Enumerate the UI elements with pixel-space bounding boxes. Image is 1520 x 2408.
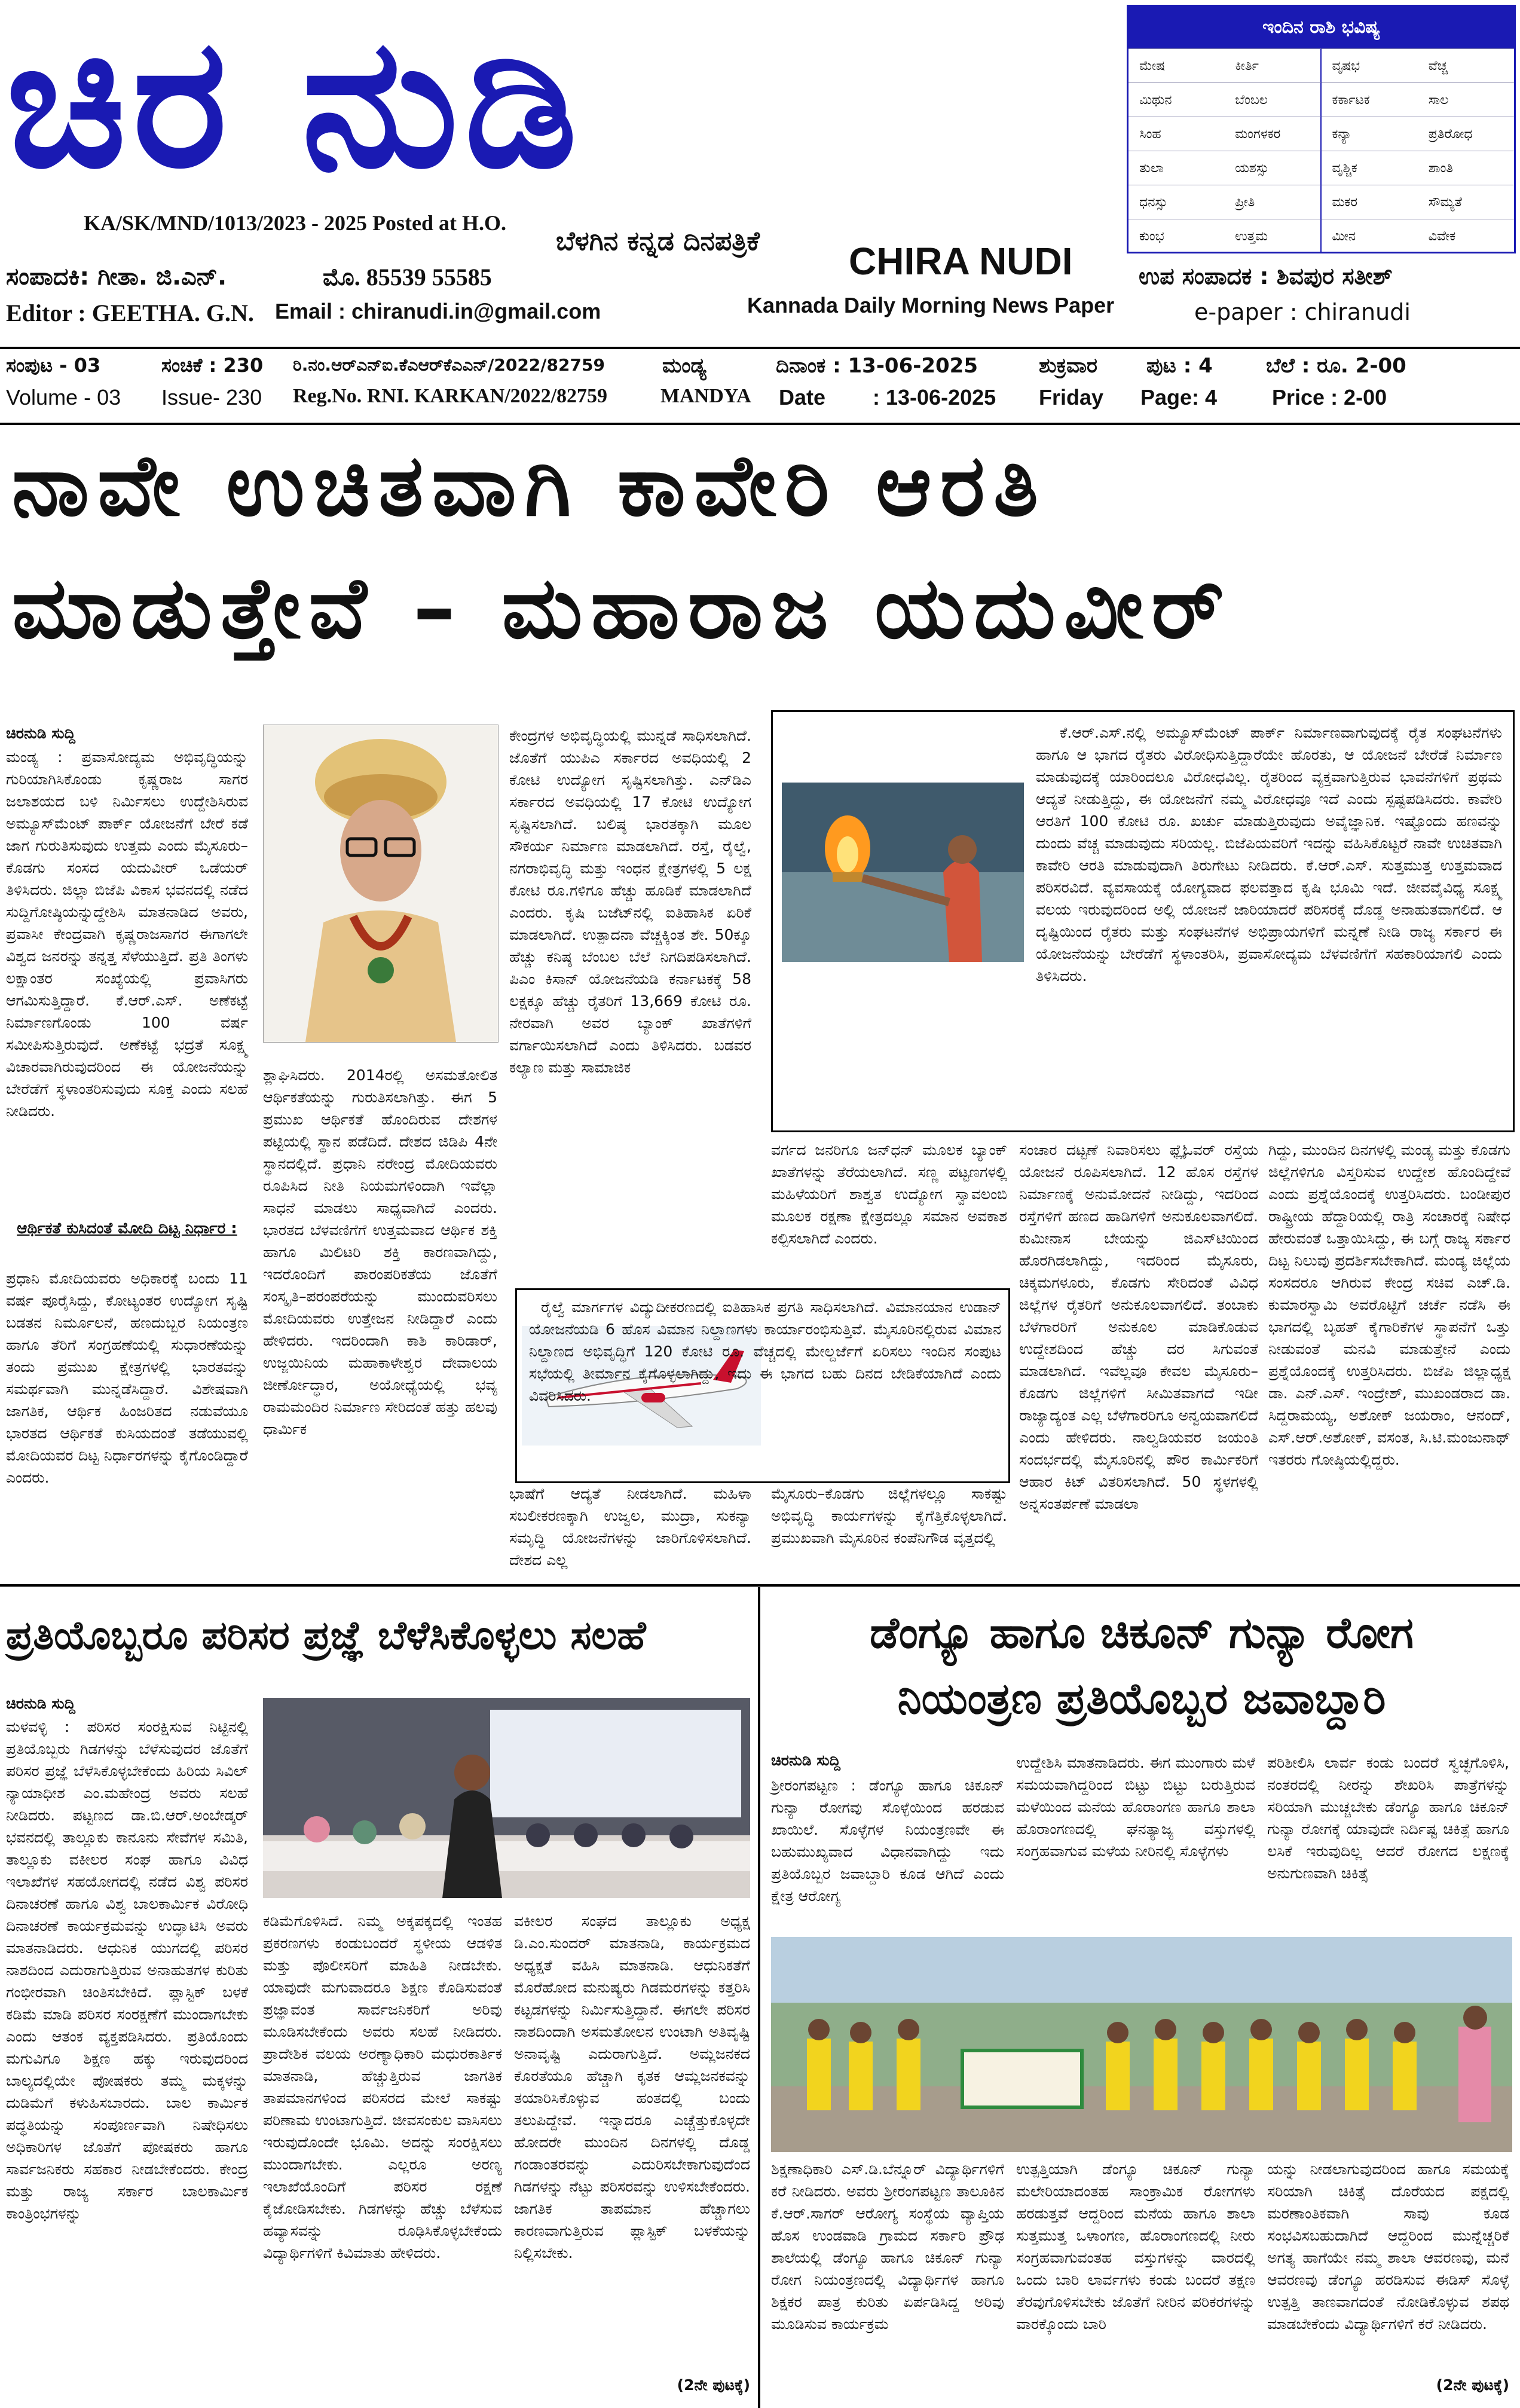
story2-byline: ಚಿರನುಡಿ ಸುದ್ದಿ: [6, 1695, 75, 1712]
epaper: e-paper : chiranudi: [1194, 299, 1411, 325]
vertical-divider: [758, 1587, 760, 2408]
page-en: Page: 4: [1140, 385, 1218, 410]
lead-col5: ಸಂಚಾರ ದಟ್ಟಣೆ ನಿವಾರಿಸಲು ಫ್ಲೈಓವರ್ ರಸ್ತೆಯ ಯೋಜನೆ ರೂಪಿಸಲಾಗಿದೆ. 12 ಹೊಸ ರಸ್ತೆಗಳ ನಿರ್ಮಾಣಕ್ಕೆ ಅನುಮೋದನೆ ನೀಡಿದ್ದು, ಇದರಿಂದ ರಸ್ತೆಗಳಿಗೆ ಹಣದ ಹಾಡಿಗಳಿಗೆ ಅನುಕೂಲವಾಗಲಿದೆ. ಕುಮೀನಾಸ ಬೇಯನ್ನು ಜಿಎಸ್‌ಟಿಯಿಂದ ಹೊರಗಿಡಲಾಗಿದ್ದು, ಇದರಿಂದ ಮೈಸೂರು, ಚಿಕ್ಕಮಗಳೂರು, ಕೊಡಗು ಸೇರಿದಂತೆ ವಿವಿಧ ಜಿಲ್ಲೆಗಳ ರೈತರಿಗೆ ಅನುಕೂಲವಾಗಲಿದೆ. ತಂಬಾಕು ಬೆಳೆಗಾರರಿಗೆ ಅನುಕೂಲ ಮಾಡಿಕೊಡುವ ಉದ್ದೇಶದಿಂದ ಹೆಚ್ಚು ದರ ಸಿಗುವಂತೆ ಮಾಡಲಾಗಿದೆ. ಇವೆಲ್ಲವೂ ಕೇವಲ ಮೈಸೂರು–ಕೊಡಗು ಜಿಲ್ಲೆಗಳಿಗೆ ಸೀಮಿತವಾಗದೆ ಇಡೀ ರಾಜ್ಯಾದ್ಯಂತ ಎಲ್ಲ ಬೆಳೆಗಾರರಿಗೂ ಅನ್ವಯವಾಗಲಿದೆ ಎಂದು ಹೇಳಿದರು. ನಾಲ್ವಡಿಯವರ ಜಯಂತಿ ಸಂದರ್ಭದಲ್ಲಿ ಮೈಸೂರಿನಲ್ಲಿ ಪೌರ ಕಾರ್ಮಿಕರಿಗೆ ಆಹಾರ ಕಿಟ್ ವಿತರಿಸಲಾಗಿದೆ. 50 ಸ್ಥಳಗಳಲ್ಲಿ ಅನ್ನಸಂತರ್ಪಣೆ ಮಾಡಲಾ: [1019, 1141, 1258, 1512]
horoscope-grid: [1128, 48, 1514, 253]
airport-box-text: ರೈಲ್ವೆ ಮಾರ್ಗಗಳ ವಿದ್ಯುದೀಕರಣದಲ್ಲಿ ಐತಿಹಾಸಿಕ ಪ್ರಗತಿ ಸಾಧಿಸಲಾಗಿದೆ. ವಿಮಾನಯಾನ ಉಡಾನ್ ಯೋಜನೆಯಡಿ 6 ಹೊಸ ವಿಮಾನ ನಿಲ್ದಾಣಗಳು ಕಾರ್ಯಾರಂಭಿಸುತ್ತಿವೆ. ಮೈಸೂರಿನಲ್ಲಿರುವ ವಿಮಾನ ನಿಲ್ದಾಣದ ಅಭಿವೃದ್ಧಿಗೆ 120 ಕೋಟಿ ರೂ. ವೆಚ್ಚದಲ್ಲಿ ಮೇಲ್ದರ್ಜೆಗೆ ಏರಿಸಲು ಇಂದಿನ ಸಂಪುಟ ಸಭೆಯಲ್ಲಿ ತೀರ್ಮಾನ ಕೈಗೊಳ್ಳಲಾಗಿದ್ದು, ಇದು ಈ ಭಾಗದ ಬಹು ದಿನದ ಬೇಡಿಕೆಯಾಗಿದೆ ಎಂದು ವಿವರಿಸಿದರು.: [529, 1298, 1001, 1404]
reg-en: Reg.No. RNI. KARKAN/2022/82759: [293, 385, 608, 407]
brand-name: CHIRA NUDI: [849, 240, 1073, 283]
price-en: Price : 2-00: [1272, 385, 1387, 410]
section-divider: [0, 1584, 1520, 1587]
masthead-logo: ಚಿರ ನುಡಿ: [6, 0, 583, 207]
page-kn: ಪುಟ : 4: [1146, 354, 1213, 378]
lead-col1: ಮಂಡ್ಯ : ಪ್ರವಾಸೋದ್ಯಮ ಅಭಿವೃದ್ಧಿಯನ್ನು ಗುರಿಯಾಗಿಸಿಕೊಂಡು ಕೃಷ್ಣರಾಜ ಸಾಗರ ಜಲಾಶಯದ ಬಳಿ ನಿರ್ಮಿಸಲು ಉದ್ದೇಶಿಸಿರುವ ಅಮ್ಯೂಸ್‌ಮೆಂಟ್ ಪಾರ್ಕ್ ಯೋಜನೆಗೆ ಬೇರೆ ಕಡೆ ಜಾಗ ಗುರುತಿಸುವುದು ಉತ್ತಮ ಎಂದು ಮೈಸೂರು–ಕೊಡಗು ಸಂಸದ ಯದುವೀರ್ ಒಡೆಯರ್ ತಿಳಿಸಿದರು. ಜಿಲ್ಲಾ ಬಿಜೆಪಿ ವಿಕಾಸ ಭವನದಲ್ಲಿ ನಡೆದ ಸುದ್ದಿಗೋಷ್ಠಿಯನ್ನುದ್ದೇಶಿಸಿ ಮಾತನಾಡಿದ ಅವರು, ಪ್ರವಾಸೀ ಕೇಂದ್ರವಾಗಿ ಕೃಷ್ಣರಾಜಸಾಗರ ಈಗಾಗಲೇ ವಿಶ್ವದ ಜನರನ್ನು ತನ್ನತ್ತ ಸೆಳೆಯುತ್ತಿದೆ. ಪ್ರತಿ ತಿಂಗಳು ಲಕ್ಷಾಂತರ ಸಂಖ್ಯೆಯಲ್ಲಿ ಪ್ರವಾಸಿಗರು ಆಗಮಿಸುತ್ತಿದ್ದಾರೆ. ಕೆ.ಆರ್.ಎಸ್. ಅಣೆಕಟ್ಟೆ ನಿರ್ಮಾಣಗೊಂಡು 100 ವರ್ಷ ಸಮೀಪಿಸುತ್ತಿರುವುದೆ. ಅಣೆಕಟ್ಟೆ ಭದ್ರತೆ ಸೂಕ್ಷ್ಮ ವಿಚಾರವಾಗಿರುವುದರಿಂದ ಈ ಯೋಜನೆಯನ್ನು ಬೇರೆಡೆಗೆ ಸ್ಥಳಾಂತರಿಸುವುದು ಸೂಕ್ತ ಎಂದು ಸಲಹೆ ನೀಡಿದರು.: [6, 748, 248, 1120]
lead-col1b: ಪ್ರಧಾನಿ ಮೋದಿಯವರು ಅಧಿಕಾರಕ್ಕೆ ಬಂದು 11 ವರ್ಷ ಪೂರೈಸಿದ್ದು, ಕೋಟ್ಯಂತರ ಉದ್ಯೋಗ ಸೃಷ್ಟಿ ಬಡತನ ನಿರ್ಮೂಲನೆ, ಹಣದುಬ್ಬರ ನಿಯಂತ್ರಣ ಹಾಗೂ ತೆರಿಗೆ ಸಂಗ್ರಹಣೆಯಲ್ಲಿ ಸುಧಾರಣೆಯನ್ನು ತಂದು ಪ್ರಮುಖ ಕ್ಷೇತ್ರಗಳಲ್ಲಿ ಭಾರತವನ್ನು ಸಮರ್ಥವಾಗಿ ಮುನ್ನಡೆಸಿದ್ದಾರೆ. ವಿಶೇಷವಾಗಿ ಜಾಗತಿಕ, ಆರ್ಥಿಕ ಹಿಂಜರಿತದ ನಡುವೆಯೂ ಭಾರತದ ಆರ್ಥಿಕತೆ ಕುಸಿಯದಂತೆ ತಡೆಯುವಲ್ಲಿ ಮೋದಿಯವರ ದಿಟ್ಟ ನಿರ್ಧಾರಗಳನ್ನು ಕೈಗೊಂಡಿದ್ದಾರೆ ಎಂದರು.: [6, 1270, 248, 1486]
price-kn: ಬೆಲೆ : ರೂ. 2-00: [1266, 354, 1406, 378]
lead-col6: ಗಿದ್ದು, ಮುಂದಿನ ದಿನಗಳಲ್ಲಿ ಮಂಡ್ಯ ಮತ್ತು ಕೊಡಗು ಜಿಲ್ಲೆಗಳಿಗೂ ವಿಸ್ತರಿಸುವ ಉದ್ದೇಶ ಹೊಂದಿದ್ದೇವೆ ಎಂದು ಪ್ರಶ್ನೆಯೊಂದಕ್ಕೆ ಉತ್ತರಿಸಿದರು. ಬಂಡೀಪುರ ರಾಷ್ಟ್ರೀಯ ಹೆದ್ದಾರಿಯಲ್ಲಿ ರಾತ್ರಿ ಸಂಚಾರಕ್ಕೆ ನಿಷೇಧ ಹೇರುವಂತೆ ಒತ್ತಾಯಿಸಿದ್ದು, ಈ ಬಗ್ಗೆ ರಾಜ್ಯ ಸರ್ಕಾರ ದಿಟ್ಟ ನಿಲುವು ಪ್ರದರ್ಶಿಸಬೇಕಾಗಿದೆ. ಮಂಡ್ಯ ಜಿಲ್ಲೆಯ ಸಂಸದರೂ ಆಗಿರುವ ಕೇಂದ್ರ ಸಚಿವ ಎಚ್.ಡಿ. ಕುಮಾರಸ್ವಾಮಿ ಅವರೊಟ್ಟಿಗೆ ಚರ್ಚೆ ನಡೆಸಿ ಈ ಭಾಗದಲ್ಲಿ ಬೃಹತ್ ಕೈಗಾರಿಕೆಗಳ ಸ್ಥಾಪನೆಗೆ ಒತ್ತು ನೀಡುವಂತೆ ಮನವಿ ಮಾಡುತ್ತೇನೆ ಎಂದು ಪ್ರಶ್ನೆಯೊಂದಕ್ಕೆ ಉತ್ತರಿಸಿದರು. ಬಿಜೆಪಿ ಜಿಲ್ಲಾಧ್ಯಕ್ಷ ಡಾ. ಎನ್.ಎಸ್. ಇಂದ್ರೇಶ್, ಮುಖಂಡರಾದ ಡಾ. ಸಿದ್ದರಾಮಯ್ಯ, ಅಶೋಕ್ ಜಯರಾಂ, ಆನಂದ್, ಎಸ್.ಆರ್.ಅಶೋಕ್, ವಸಂತ, ಸಿ.ಟಿ.ಮಂಜುನಾಥ್ ಇತರರು ಗೋಷ್ಠಿಯಲ್ಲಿದ್ದರು.: [1268, 1141, 1510, 1468]
horoscope-cell: ಮೀನ ವಿವೇಕ: [1322, 219, 1515, 253]
volume-en: Volume - 03: [6, 385, 121, 410]
event-photo: [263, 1698, 750, 1898]
lead-col2: ಶ್ಲಾಘಿಸಿದರು. 2014ರಲ್ಲಿ ಅಸಮತೋಲಿತ ಆರ್ಥಿಕತೆಯನ್ನು ಗುರುತಿಸಲಾಗಿತ್ತು. ಈಗ 5 ಪ್ರಮುಖ ಆರ್ಥಿಕತೆ ಹೊಂದಿರುವ ದೇಶಗಳ ಪಟ್ಟಿಯಲ್ಲಿ ಸ್ಥಾನ ಪಡೆದಿದೆ. ದೇಶದ ಜಿಡಿಪಿ 4ನೇ ಸ್ಥಾನದಲ್ಲಿದೆ. ಪ್ರಧಾನಿ ನರೇಂದ್ರ ಮೋದಿಯವರು ರೂಪಿಸಿದ ನೀತಿ ನಿಯಮಗಳಿಂದಾಗಿ ಇವೆಲ್ಲಾ ಸಾಧನೆ ಮಾಡಲು ಸಾಧ್ಯವಾಗಿದೆ ಎಂದರು. ಭಾರತದ ಬೆಳವಣಿಗೆಗೆ ಉತ್ತಮವಾದ ಆರ್ಥಿಕ ಶಕ್ತಿ ಹಾಗೂ ಮಿಲಿಟರಿ ಶಕ್ತಿ ಕಾರಣವಾಗಿದ್ದು, ಇದರೊಂದಿಗೆ ಪಾರಂಪರಿಕತೆಯ ಜೊತೆಗೆ ಸಂಸ್ಕೃತಿ–ಪರಂಪರೆಯನ್ನು ಮುಂದುವರಿಸಲು ಮೋದಿಯವರು ಉತ್ತೇಜನ ನೀಡಿದ್ದಾರೆ ಎಂದು ಹೇಳಿದರು. ಇದರಿಂದಾಗಿ ಕಾಶಿ ಕಾರಿಡಾರ್, ಉಜ್ಜಯಿನಿಯ ಮಹಾಕಾಳೇಶ್ವರ ದೇವಾಲಯ ಜೀರ್ಣೋದ್ಧಾರ, ಅಯೋಧ್ಯೆಯಲ್ಲಿ ಭವ್ಯ ರಾಮಮಂದಿರ ನಿರ್ಮಾಣ ಸೇರಿದಂತೆ ಹತ್ತು ಹಲವು ಧಾರ್ಮಿಕ: [263, 1067, 497, 1438]
horoscope-cell: ಮಕರ ಸೌಮ್ಯತೆ: [1322, 185, 1515, 219]
story3-col2: ಉದ್ದೇಶಿಸಿ ಮಾತನಾಡಿದರು. ಈಗ ಮುಂಗಾರು ಮಳೆ ಸಮಯವಾಗಿದ್ದರಿಂದ ಬಿಟ್ಟು ಬಿಟ್ಟು ಬರುತ್ತಿರುವ ಮಳೆಯಿಂದ ಮನೆಯ ಹೊರಾಂಗಣ ಹಾಗೂ ಶಾಲಾ ಹೊರಾಂಗಣದಲ್ಲಿ ಘನತ್ಯಾಜ್ಯ ವಸ್ತುಗಳಲ್ಲಿ ಸಂಗ್ರಹವಾಗುವ ಮಳೆಯ ನೀರಿನಲ್ಲಿ ಸೊಳ್ಳೆಗಳು: [1016, 1754, 1255, 1860]
story3-headline-line1: ಡೆಂಗ್ಯೂ ಹಾಗೂ ಚಿಕೂನ್ ಗುನ್ಯಾ ರೋಗ: [870, 1608, 1414, 1658]
lead-headline-line2: ಮಾಡುತ್ತೇವೆ – ಮಹಾರಾಜ ಯದುವೀರ್: [12, 559, 1232, 658]
editor-kn: ಸಂಪಾದಕಿ: ಗೀತಾ. ಜಿ.ಎನ್.: [6, 263, 227, 291]
story2-continued: (2ನೇ ಪುಟಕ್ಕೆ): [677, 2376, 750, 2394]
lead-col8: ಮೈಸೂರು–ಕೊಡಗು ಜಿಲ್ಲೆಗಳಲ್ಲೂ ಸಾಕಷ್ಟು ಅಭಿವೃದ್ಧಿ ಕಾರ್ಯಗಳನ್ನು ಕೈಗೆತ್ತಿಕೊಳ್ಳಲಾಗಿದೆ. ಪ್ರಮುಖವಾಗಿ ಮೈಸೂರಿನ ಕಂಪೆನಿಗೌಡ ವೃತ್ತದಲ್ಲಿ: [771, 1485, 1007, 1547]
aarti-box: [771, 710, 1515, 1132]
day-kn: ಶುಕ್ರವಾರ: [1039, 354, 1097, 378]
horoscope-cell: ಮಿಥುನ ಬೆಂಬಲ: [1128, 82, 1322, 117]
email: Email : chiranudi.in@gmail.com: [275, 299, 601, 323]
story3-continued: (2ನೇ ಪುಟಕ್ಕೆ): [1436, 2376, 1509, 2394]
horoscope-cell: ಕನ್ಯಾ ಪ್ರತಿರೋಧ: [1322, 117, 1515, 151]
lead-col7: ಭಾಷೆಗೆ ಆದ್ಯತೆ ನೀಡಲಾಗಿದೆ. ಮಹಿಳಾ ಸಬಲೀಕರಣಕ್ಕಾಗಿ ಉಜ್ವಲ, ಮುದ್ರಾ, ಸುಕನ್ಯಾ ಸಮೃದ್ಧಿ ಯೋಜನೆಗಳನ್ನು ಜಾರಿಗೊಳಿಸಲಾಗಿದೆ. ದೇಶದ ಎಲ್ಲ: [509, 1485, 751, 1569]
sub-editor: ಉಪ ಸಂಪಾದಕ : ಶಿವಪುರ ಸತೀಶ್: [1139, 263, 1393, 289]
horoscope-cell: ವೃಶ್ಚಿಕ ಶಾಂತಿ: [1322, 151, 1515, 185]
date-kn: ದಿನಾಂಕ : 13-06-2025: [776, 354, 978, 378]
place-kn: ಮಂಡ್ಯ: [662, 354, 707, 378]
lead-subhead: ಆರ್ಥಿಕತೆ ಕುಸಿದಂತೆ ಮೋದಿ ದಿಟ್ಟ ನಿರ್ಧಾರ :: [17, 1220, 237, 1237]
horoscope-cell: ಕರ್ಕಾಟಕ ಸಾಲ: [1322, 82, 1515, 117]
issue-kn: ಸಂಚಿಕೆ : 230: [161, 354, 264, 377]
reg-kn: ರಿ.ನಂ.ಆರ್‌ಎನ್‌ಐ.ಕೆಎಆರ್‌ಕೆಎಎನ್/2022/82759: [293, 355, 605, 375]
horoscope-cell: ವೃಷಭ ವೆಚ್ಚ: [1322, 48, 1515, 82]
aarti-box-text: ಕೆ.ಆರ್.ಎಸ್.ನಲ್ಲಿ ಅಮ್ಯೂಸ್‌ಮೆಂಟ್ ಪಾರ್ಕ್ ನಿರ್ಮಾಣವಾಗುವುದಕ್ಕೆ ರೈತ ಸಂಘಟನೆಗಳು ಹಾಗೂ ಆ ಭಾಗದ ರೈತರು ವಿರೋಧಿಸುತ್ತಿದ್ದಾರೆಯೇ ಹೊರತು, ಆ ಯೋಜನೆ ಬೇರೆಡೆ ನಿರ್ಮಾಣ ಮಾಡುವುದಕ್ಕೆ ಯಾರಿಂದಲೂ ವಿರೋಧವಿಲ್ಲ. ರೈತರಿಂದ ವ್ಯಕ್ತವಾಗುತ್ತಿರುವ ಭಾವನೆಗಳಿಗೆ ಪ್ರಥಮ ಆದ್ಯತೆ ನೀಡುತ್ತಿದ್ದು, ಈ ಯೋಜನೆಗೆ ನಮ್ಮ ವಿರೋಧವೂ ಇದೆ ಎಂದು ಸ್ಪಷ್ಟಪಡಿಸಿದರು. ಕಾವೇರಿ ಆರತಿಗೆ 100 ಕೋಟಿ ರೂ. ಖರ್ಚು ಮಾಡುತ್ತಿರುವುದು ಅವೈಜ್ಞಾನಿಕ. ಇಷ್ಟೊಂದು ಹಣವನ್ನು ದುಂದು ವೆಚ್ಚ ಮಾಡುವುದು ಸರಿಯಲ್ಲ. ಬಿಜೆಪಿಯವರಿಗೆ ಇದನ್ನು ವಹಿಸಿಕೊಟ್ಟರೆ ನಾವೇ ಉಚಿತವಾಗಿ ಕಾವೇರಿ ಆರತಿ ಮಾಡುವುದಾಗಿ ತಿರುಗೇಟು ನೀಡಿದರು. ಕೆ.ಆರ್.ಎಸ್. ಸುತ್ತಮುತ್ತ ಉತ್ತಮವಾದ ಪರಿಸರವಿದೆ. ವ್ಯವಸಾಯಕ್ಕೆ ಯೋಗ್ಯವಾದ ಫಲವತ್ತಾದ ಕೃಷಿ ಭೂಮಿ ಇದೆ. ಜೀವವೈವಿಧ್ಯ ಸೂಕ್ಷ್ಮ ವಲಯ ಇರುವುದರಿಂದ ಅಲ್ಲಿ ಯೋಜನೆ ಜಾರಿಯಾದರೆ ಪರಿಸರಕ್ಕೆ ದೊಡ್ಡ ಅನಾಹುತವಾಗಲಿದೆ. ಆ ದೃಷ್ಟಿಯಿಂದ ರೈತರು ಮತ್ತು ಸಂಘಟನೆಗಳ ಅಭಿಪ್ರಾಯಗಳಿಗೆ ಮನ್ನಣೆ ನೀಡಿ ರಾಜ್ಯ ಸರ್ಕಾರ ಈ ಯೋಜನೆಯನ್ನು ಬೇರೆಡೆಗೆ ಸ್ಥಳಾಂತರಿಸಿ, ಪ್ರವಾಸೋದ್ಯಮ ಬೆಳವಣಿಗೆಗೆ ಸಹಕಾರಿಯಾಗಲಿ ಎಂದು ತಿಳಿಸಿದರು.: [1036, 724, 1502, 985]
story3-col1: ಶ್ರೀರಂಗಪಟ್ಟಣ : ಡೆಂಗ್ಯೂ ಹಾಗೂ ಚಿಕೂನ್ ಗುನ್ಯಾ ರೋಗವು ಸೊಳ್ಳೆಯಿಂದ ಹರಡುವ ಖಾಯಿಲೆ. ಸೊಳ್ಳೆಗಳ ನಿಯಂತ್ರಣವೇ ಈ ಬಹುಮುಖ್ಯವಾದ ವಿಧಾನವಾಗಿದ್ದು ಇದು ಪ್ರತಿಯೊಬ್ಬರ ಜವಾಬ್ದಾರಿ ಕೂಡ ಆಗಿದೆ ಎಂದು ಕ್ಷೇತ್ರ ಆರೋಗ್ಯ: [771, 1777, 1004, 1905]
place-en: MANDYA: [660, 385, 751, 407]
horoscope-cell: ಧನಸ್ಸು ಪ್ರೀತಿ: [1128, 185, 1322, 219]
lead-headline-line1: ನಾವೇ ಉಚಿತವಾಗಿ ಕಾವೇರಿ ಆರತಿ: [12, 436, 1047, 535]
horoscope-box: [1127, 5, 1516, 253]
horoscope-title: ಇಂದಿನ ರಾಶಿ ಭವಿಷ್ಯ: [1128, 7, 1514, 48]
aarti-photo: [782, 783, 1024, 962]
story3-col4: ಶಿಕ್ಷಣಾಧಿಕಾರಿ ಎಸ್.ಡಿ.ಬೆನ್ನೂರ್ ವಿದ್ಯಾರ್ಥಿಗಳಿಗೆ ಕರೆ ನೀಡಿದರು. ಅವರು ಶ್ರೀರಂಗಪಟ್ಟಣ ತಾಲೂಕಿನ ಕೆ.ಆರ್.ಸಾಗರ್ ಆರೋಗ್ಯ ಸಂಸ್ಥೆಯ ವ್ಯಾಪ್ತಿಯ ಹೊಸ ಉಂಡವಾಡಿ ಗ್ರಾಮದ ಸರ್ಕಾರಿ ಪ್ರೌಢ ಶಾಲೆಯಲ್ಲಿ ಡೆಂಗ್ಯೂ ಹಾಗೂ ಚಿಕೂನ್ ಗುನ್ಯಾ ರೋಗ ನಿಯಂತ್ರಣದಲ್ಲಿ ವಿದ್ಯಾರ್ಥಿಗಳ ಹಾಗೂ ಶಿಕ್ಷಕರ ಪಾತ್ರ ಕುರಿತು ಏರ್ಪಡಿಸಿದ್ದ ಅರಿವು ಮೂಡಿಸುವ ಕಾರ್ಯಕ್ರಮ: [771, 2161, 1004, 2333]
story2-headline: ಪ್ರತಿಯೊಬ್ಬರೂ ಪರಿಸರ ಪ್ರಜ್ಞೆ ಬೆಳೆಸಿಕೊಳ್ಳಲು ಸಲಹೆ: [6, 1612, 646, 1658]
story3-col6: ಯನ್ನು ನೀಡಲಾಗುವುದರಿಂದ ಹಾಗೂ ಸಮಯಕ್ಕೆ ಸರಿಯಾಗಿ ಚಿಕಿತ್ಸೆ ದೊರೆಯದ ಪಕ್ಷದಲ್ಲಿ ಮರಣಾಂತಿಕವಾಗಿ ಸಾವು ಕೂಡ ಸಂಭವಿಸಬಹುದಾಗಿದೆ ಆದ್ದರಿಂದ ಮುನ್ನೆಚ್ಚರಿಕೆ ಅಗತ್ಯ ಹಾಗೆಯೇ ನಮ್ಮ ಶಾಲಾ ಆವರಣವು, ಮನೆ ಆವರಣವು ಡೆಂಗ್ಯೂ ಹರಡಿಸುವ ಈಡಿಸ್ ಸೊಳ್ಳೆ ಉತ್ಪತ್ತಿ ತಾಣವಾಗದಂತೆ ನೋಡಿಕೊಳ್ಳುವ ಶಪಥ ಮಾಡಬೇಕೆಂದು ವಿದ್ಯಾರ್ಥಿಗಳಿಗೆ ಕರೆ ನೀಡಿದರು.: [1267, 2161, 1509, 2333]
story3-byline: ಚಿರನುಡಿ ಸುದ್ದಿ: [771, 1752, 840, 1769]
story2-col2: ಕಡಿಮೆಗೊಳಿಸಿದೆ. ನಿಮ್ಮ ಅಕ್ಕಪಕ್ಕದಲ್ಲಿ ಇಂತಹ ಪ್ರಕರಣಗಳು ಕಂಡುಬಂದರೆ ಸ್ಥಳೀಯ ಆಡಳಿತ ಮತ್ತು ಪೊಲೀಸರಿಗೆ ಮಾಹಿತಿ ನೀಡಬೇಕು. ಯಾವುದೇ ಮಗುವಾದರೂ ಶಿಕ್ಷಣ ಕೊಡಿಸುವಂತೆ ಪ್ರಜ್ಞಾವಂತ ಸಾರ್ವಜನಿಕರಿಗೆ ಅರಿವು ಮೂಡಿಸಬೇಕೆಂದು ಅವರು ಸಲಹೆ ನೀಡಿದರು. ಪ್ರಾದೇಶಿಕ ವಲಯ ಅರಣ್ಯಾಧಿಕಾರಿ ಮಧುರಕಾರ್ತಿಕ ಮಾತನಾಡಿ, ಹೆಚ್ಚುತ್ತಿರುವ ಜಾಗತಿಕ ತಾಪಮಾನಗಳಿಂದ ಪರಿಸರದ ಮೇಲೆ ಸಾಕಷ್ಟು ಪರಿಣಾಮ ಉಂಟಾಗುತ್ತಿದೆ. ಜೀವಸಂಕುಲ ವಾಸಿಸಲು ಇರುವುದೊಂದೇ ಭೂಮಿ. ಅದನ್ನು ಸಂರಕ್ಷಿಸಲು ಮುಂದಾಗಬೇಕು. ಎಲ್ಲರೂ ಅರಣ್ಯ ಇಲಾಖೆಯೊಂದಿಗೆ ಪರಿಸರ ರಕ್ಷಣೆ ಕೈಜೋಡಿಸಬೇಕು. ಗಿಡಗಳನ್ನು ಹೆಚ್ಚು ಬೆಳೆಸುವ ಹವ್ಯಾಸವನ್ನು ರೂಢಿಸಿಕೊಳ್ಳಬೇಕೆಂದು ವಿದ್ಯಾರ್ಥಿಗಳಿಗೆ ಕಿವಿಮಾತು ಹೇಳಿದರು.: [263, 1912, 502, 2262]
story2-col3: ವಕೀಲರ ಸಂಘದ ತಾಲ್ಲೂಕು ಅಧ್ಯಕ್ಷ ಡಿ.ಎಂ.ಸುಂದರ್ ಮಾತನಾಡಿ, ಕಾರ್ಯಕ್ರಮದ ಅಧ್ಯಕ್ಷತೆ ವಹಿಸಿ ಮಾತನಾಡಿ. ಆಧುನಿಕತೆಗೆ ಮೊರೆಹೋದ ಮನುಷ್ಯರು ಗಿಡಮರಗಳನ್ನು ಕತ್ತರಿಸಿ ಕಟ್ಟಡಗಳನ್ನು ನಿರ್ಮಿಸುತ್ತಿದ್ದಾನೆ. ಈಗಲೇ ಪರಿಸರ ನಾಶದಿಂದಾಗಿ ಅಸಮತೋಲನ ಉಂಟಾಗಿ ಅತಿವೃಷ್ಟಿ ಅನಾವೃಷ್ಟಿ ಎದುರಾಗುತ್ತಿದೆ. ಅಮ್ಲಜನಕದ ಕೊರತೆಯೂ ಹೆಚ್ಚಾಗಿ ಕೃತಕ ಆಮ್ಲಜನಕವನ್ನು ತಯಾರಿಸಿಕೊಳ್ಳುವ ಹಂತದಲ್ಲಿ ಬಂದು ತಲುಪಿದ್ದೇವೆ. ಇನ್ನಾದರೂ ಎಚ್ಚೆತ್ತುಕೊಳ್ಳದೇ ಹೋದರೇ ಮುಂದಿನ ದಿನಗಳಲ್ಲಿ ದೊಡ್ಡ ಗಂಡಾಂತರವನ್ನು ಎದುರಿಸಬೇಕಾಗುವುದೆಂದ ಗಿಡಗಳನ್ನು ನೆಟ್ಟು ಪರಿಸರವನ್ನು ಉಳಿಸಬೇಕೆಂದರು. ಜಾಗತಿಕ ತಾಪಮಾನ ಹೆಚ್ಚಾಗಲು ಕಾರಣವಾಗುತ್ತಿರುವ ಪ್ಲಾಸ್ಟಿಕ್ ಬಳಕೆಯನ್ನು ನಿಲ್ಲಿಸಬೇಕು.: [514, 1912, 750, 2262]
story2-col1: ಮಳವಳ್ಳಿ : ಪರಿಸರ ಸಂರಕ್ಷಿಸುವ ನಿಟ್ಟಿನಲ್ಲಿ ಪ್ರತಿಯೊಬ್ಬರು ಗಿಡಗಳನ್ನು ಬೆಳೆಸುವುದರ ಜೊತೆಗೆ ಪರಿಸರ ಪ್ರಜ್ಞೆ ಬೆಳೆಸಿಕೊಳ್ಳಬೇಕೆಂದು ಹಿರಿಯ ಸಿವಿಲ್ ನ್ಯಾಯಾಧೀಶ ಎಂ.ಮಹೇಂದ್ರ ಅವರು ಸಲಹೆ ನೀಡಿದರು. ಪಟ್ಟಣದ ಡಾ.ಬಿ.ಆರ್.ಅಂಬೇಡ್ಕರ್ ಭವನದಲ್ಲಿ ತಾಲ್ಲೂಕು ಕಾನೂನು ಸೇವೆಗಳ ಸಮಿತಿ, ತಾಲ್ಲೂಕು ವಕೀಲರ ಸಂಘ ಹಾಗೂ ವಿವಿಧ ಇಲಾಖೆಗಳ ಸಹಯೋಗದಲ್ಲಿ ನಡೆದ ವಿಶ್ವ ಪರಿಸರ ದಿನಾಚರಣೆ ಹಾಗೂ ವಿಶ್ವ ಬಾಲಕಾರ್ಮಿಕ ವಿರೋಧಿ ದಿನಾಚರಣೆ ಕಾರ್ಯಕ್ರಮವನ್ನು ಉದ್ಘಾಟಿಸಿ ಅವರು ಮಾತನಾಡಿದರು. ಆಧುನಿಕ ಯುಗದಲ್ಲಿ ಪರಿಸರ ನಾಶದಿಂದ ಎದುರಾಗುತ್ತಿರುವ ಅನಾಹುತಗಳ ಕುರಿತು ಗಂಭೀರವಾಗಿ ಚಿಂತಿಸಬೇಕಿದೆ. ಪ್ಲಾಸ್ಟಿಕ್ ಬಳಕೆ ಕಡಿಮೆ ಮಾಡಿ ಪರಿಸರ ಸಂರಕ್ಷಣೆಗೆ ಮುಂದಾಗಬೇಕು ಎಂದು ಆತಂಕ ವ್ಯಕ್ತಪಡಿಸಿದರು. ಪ್ರತಿಯೊಂದು ಮಗುವಿಗೂ ಶಿಕ್ಷಣ ಹಕ್ಕು ಇರುವುದರಿಂದ ಬಾಲ್ಯದಲ್ಲಿಯೇ ಪೋಷಕರು ತಮ್ಮ ಮಕ್ಕಳನ್ನು ದುಡಿಮೆಗೆ ಕಳುಹಿಸಬಾರದು. ಬಾಲ ಕಾರ್ಮಿಕ ಪದ್ಧತಿಯನ್ನು ಸಂಪೂರ್ಣವಾಗಿ ನಿಷೇಧಿಸಲು ಅಧಿಕಾರಿಗಳ ಜೊತೆಗೆ ಪೋಷಕರು ಹಾಗೂ ಸಾರ್ವಜನಿಕರು ಸಹಕಾರ ನೀಡಬೇಕೆಂದರು. ಕೇಂದ್ರ ಮತ್ತು ರಾಜ್ಯ ಸರ್ಕಾರ ಬಾಲಕಾರ್ಮಿಕ ಕಾಂತ್ರಿಂಭಗಳನ್ನು: [6, 1718, 248, 2222]
yaduveer-photo: [263, 725, 498, 1043]
horoscope-cell: ಕುಂಭ ಉತ್ತಮ: [1128, 219, 1322, 253]
date-label-en: Date: [779, 385, 826, 410]
airport-box: [515, 1288, 1010, 1483]
story3-headline-line2: ನಿಯಂತ್ರಣ ಪ್ರತಿಯೊಬ್ಬರ ಜವಾಬ್ದಾರಿ: [897, 1673, 1386, 1724]
issue-info-band: [0, 347, 1520, 425]
students-rally-photo: [771, 1937, 1512, 2152]
horoscope-cell: ಸಿಂಹ ಮಂಗಳಕರ: [1128, 117, 1322, 151]
horoscope-cell: ತುಲಾ ಯಶಸ್ಸು: [1128, 151, 1322, 185]
day-en: Friday: [1039, 385, 1104, 410]
lead-col4: ವರ್ಗದ ಜನರಿಗೂ ಜನ್‌ಧನ್ ಮೂಲಕ ಬ್ಯಾಂಕ್ ಖಾತೆಗಳನ್ನು ತೆರೆಯಲಾಗಿದೆ. ಸಣ್ಣ ಪಟ್ಟಣಗಳಲ್ಲಿ ಮಹಿಳೆಯರಿಗೆ ಶಾಶ್ವತ ಉದ್ಯೋಗ ಸ್ವಾವಲಂಬಿ ಮೂಲಕ ರಕ್ಷಣಾ ಕ್ಷೇತ್ರದಲ್ಲೂ ಸಮಾನ ಅವಕಾಶ ಕಲ್ಪಿಸಲಾಗಿದೆ ಎಂದರು.: [771, 1141, 1007, 1247]
date-en: : 13-06-2025: [873, 385, 996, 410]
lead-col3: ಕೇಂದ್ರಗಳ ಅಭಿವೃದ್ಧಿಯಲ್ಲಿ ಮುನ್ನಡೆ ಸಾಧಿಸಲಾಗಿದೆ. ಜೊತೆಗೆ ಯುಪಿಎ ಸರ್ಕಾರದ ಅವಧಿಯಲ್ಲಿ 2 ಕೋಟಿ ಉದ್ಯೋಗ ಸೃಷ್ಟಿಸಲಾಗಿತ್ತು. ಎನ್‌ಡಿಎ ಸರ್ಕಾರದ ಅವಧಿಯಲ್ಲಿ 17 ಕೋಟಿ ಉದ್ಯೋಗ ಸೃಷ್ಟಿಸಲಾಗಿದೆ. ಬಲಿಷ್ಠ ಭಾರತಕ್ಕಾಗಿ ಮೂಲ ಸೌಕರ್ಯ ನಿರ್ಮಾಣ ಮಾಡಲಾಗಿದೆ. ರಸ್ತೆ, ರೈಲ್ವೆ, ನಗರಾಭಿವೃದ್ಧಿ ಮತ್ತು ಇಂಧನ ಕ್ಷೇತ್ರಗಳಲ್ಲಿ 5 ಲಕ್ಷ ಕೋಟಿ ರೂ.ಗಳಿಗೂ ಹೆಚ್ಚು ಹೂಡಿಕೆ ಮಾಡಲಾಗಿದೆ ಎಂದರು. ಕೃಷಿ ಬಜೆಟ್‌ನಲ್ಲಿ ಐತಿಹಾಸಿಕ ಏರಿಕೆ ಮಾಡಲಾಗಿದೆ. ಉತ್ಪಾದನಾ ವೆಚ್ಚಕ್ಕಿಂತ ಶೇ. 50ಕ್ಕೂ ಹೆಚ್ಚು ಕನಿಷ್ಠ ಬೆಂಬಲ ಬೆಲೆ ನಿಗದಿಪಡಿಸಲಾಗಿದೆ. ಪಿಎಂ ಕಿಸಾನ್ ಯೋಜನೆಯಡಿ ಕರ್ನಾಟಕಕ್ಕೆ 58 ಲಕ್ಷಕ್ಕೂ ಹೆಚ್ಚು ರೈತರಿಗೆ 13,669 ಕೋಟಿ ರೂ. ನೇರವಾಗಿ ಅವರ ಬ್ಯಾಂಕ್ ಖಾತೆಗಳಿಗೆ ವರ್ಗಾಯಿಸಲಾಗಿದೆ ಎಂದು ತಿಳಿಸಿದರು. ಬಡವರ ಕಲ್ಯಾಣ ಮತ್ತು ಸಾಮಾಜಿಕ: [509, 727, 751, 1076]
story3-col3: ಪರಿಶೀಲಿಸಿ ಲಾರ್ವ ಕಂಡು ಬಂದರೆ ಸ್ವಚ್ಛಗೊಳಿಸಿ, ನಂತರದಲ್ಲಿ ನೀರನ್ನು ಶೇಖರಿಸಿ ಪಾತ್ರೆಗಳನ್ನು ಸರಿಯಾಗಿ ಮುಚ್ಚಬೇಕು ಡೆಂಗ್ಯೂ ಹಾಗೂ ಚಿಕೂನ್ ಗುನ್ಯಾ ರೋಗಕ್ಕೆ ಯಾವುದೇ ನಿರ್ದಿಷ್ಟ ಚಿಕಿತ್ಸೆ ಹಾಗೂ ಲಸಿಕೆ ಇರುವುದಿಲ್ಲ ಆದರೆ ರೋಗದ ಲಕ್ಷಣಕ್ಕೆ ಅನುಗುಣವಾಗಿ ಚಿಕಿತ್ಸೆ: [1267, 1754, 1509, 1882]
editor-en: Editor : GEETHA. G.N.: [6, 300, 254, 326]
horoscope-cell: ಮೇಷ ಕೀರ್ತಿ: [1128, 48, 1322, 82]
tagline: ಬೆಳಗಿನ ಕನ್ನಡ ದಿನಪತ್ರಿಕೆ: [556, 226, 760, 256]
mobile-number: ಮೊ. 85539 55585: [323, 264, 492, 291]
issue-en: Issue- 230: [161, 385, 262, 410]
volume-kn: ಸಂಪುಟ - 03: [6, 354, 101, 377]
story3-col5: ಉತ್ಪತ್ತಿಯಾಗಿ ಡೆಂಗ್ಯೂ ಚಿಕೂನ್ ಗುನ್ಯಾ ಮಲೇರಿಯಾದಂತಹ ಸಾಂಕ್ರಾಮಿಕ ರೋಗಗಳು ಹರಡುತ್ತವೆ ಆದ್ದರಿಂದ ಮನೆಯ ಹಾಗೂ ಶಾಲಾ ಸುತ್ತಮುತ್ತ ಒಳಾಂಗಣ, ಹೊರಾಂಗಣದಲ್ಲಿ ನೀರು ಸಂಗ್ರಹವಾಗುವಂತಹ ವಸ್ತುಗಳನ್ನು ವಾರದಲ್ಲಿ ಒಂದು ಬಾರಿ ಲಾರ್ವಗಳು ಕಂಡು ಬಂದರೆ ತಕ್ಷಣ ತೆರವುಗೊಳಿಸಬೇಕು ಜೊತೆಗೆ ನೀರಿನ ಪರಿಕರಗಳನ್ನು ವಾರಕ್ಕೊಂದು ಬಾರಿ: [1016, 2161, 1255, 2333]
brand-subtitle: Kannada Daily Morning News Paper: [747, 293, 1115, 317]
postal-reg: KA/SK/MND/1013/2023 - 2025 Posted at H.O.: [84, 211, 506, 235]
lead-byline: ಚಿರನುಡಿ ಸುದ್ದಿ: [6, 725, 75, 742]
